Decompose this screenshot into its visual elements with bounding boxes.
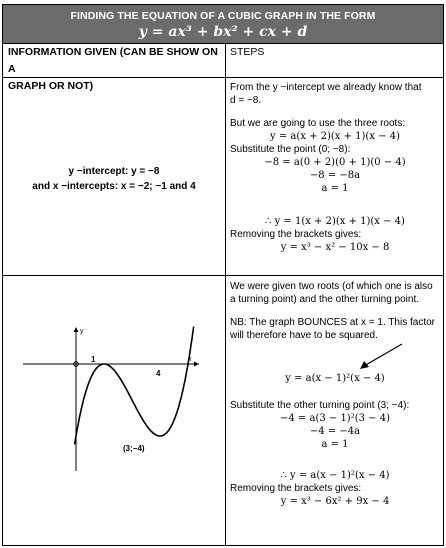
arrow-area [230, 342, 440, 372]
roots-text: But we are going to use the three roots: [230, 118, 406, 129]
ex2-substitute-text: Substitute the other turning point (3; −4): [230, 400, 410, 411]
given-y-intercept: y −intercept: y = −8 [68, 166, 160, 177]
final-equation: y = x³ − x² − 10x − 8 [280, 242, 390, 253]
substitute-text: Substitute the point (0; −8): [230, 144, 351, 155]
substitute-equation-1: −8 = a(0 + 2)(0 + 1)(0 − 4) [264, 157, 406, 168]
pointer-arrow-icon [350, 342, 410, 372]
ex2-nb-line1: NB: The graph BOUNCES at x = 1. This factor [230, 317, 435, 328]
ex2-remove-brackets-text: Removing the brackets gives: [230, 483, 362, 494]
result-equation: ∴ y = 1(x + 2)(x + 1)(x − 4) [265, 216, 405, 227]
step-intro-line1: From the y −intercept we already know that [230, 82, 422, 93]
turning-point-label: (3;−4) [123, 444, 145, 453]
y-axis-arrow [74, 327, 79, 332]
y-axis-label: y [80, 328, 84, 335]
roots-equation: y = a(x + 2)(x + 1)(x − 4) [270, 131, 400, 142]
root-label-1: 1 [91, 355, 96, 364]
ex2-nb-line2: will therefore have to be squared. [230, 330, 378, 341]
step-intro-line2: d = −8. [230, 95, 262, 106]
ex2-intro-line2: a turning point) and the other turning point. [230, 294, 420, 305]
ex2-final-equation: y = x³ − 6x² + 9x − 4 [280, 496, 390, 507]
header-banner [3, 5, 443, 44]
example1-given [3, 164, 225, 194]
ex2-substitute-eq3: a = 1 [321, 439, 349, 450]
header-equation: y = ax³ + bx² + cx + d [138, 24, 308, 40]
header-title: FINDING THE EQUATION OF A CUBIC GRAPH IN THE FORM [70, 10, 376, 22]
row-divider-examples [3, 275, 443, 276]
root-label-4: 4 [156, 369, 161, 378]
ex2-substitute-eq1: −4 = a(3 − 1)²(3 − 4) [280, 413, 390, 424]
info-column-heading [8, 44, 223, 95]
worksheet [2, 4, 444, 546]
column-divider [225, 44, 226, 546]
given-x-intercepts: and x −intercepts: x = −2; −1 and 4 [32, 181, 196, 192]
x-axis-arrow [194, 362, 199, 367]
info-heading-line1: INFORMATION GIVEN (CAN BE SHOW ON A [8, 46, 218, 75]
substitute-equation-2: −8 = −8a [309, 170, 361, 181]
ex2-result-equation: ∴ y = a(x − 1)²(x − 4) [280, 470, 390, 481]
x-axis-label: x [188, 356, 192, 363]
cubic-graph [23, 323, 203, 471]
ex2-intro-line1: We were given two roots (of which one is also [230, 281, 433, 292]
example1-steps [230, 81, 440, 254]
substitute-equation-3: a = 1 [321, 183, 349, 194]
ex2-substitute-eq2: −4 = −4a [309, 426, 361, 437]
ex2-equation-1: y = a(x − 1)²(x − 4) [285, 373, 385, 384]
steps-column-heading: STEPS [230, 46, 265, 58]
info-heading-line2: GRAPH OR NOT) [8, 80, 94, 92]
remove-brackets-text: Removing the brackets gives: [230, 229, 362, 240]
cubic-curve [75, 327, 194, 445]
example2-steps [230, 280, 440, 508]
